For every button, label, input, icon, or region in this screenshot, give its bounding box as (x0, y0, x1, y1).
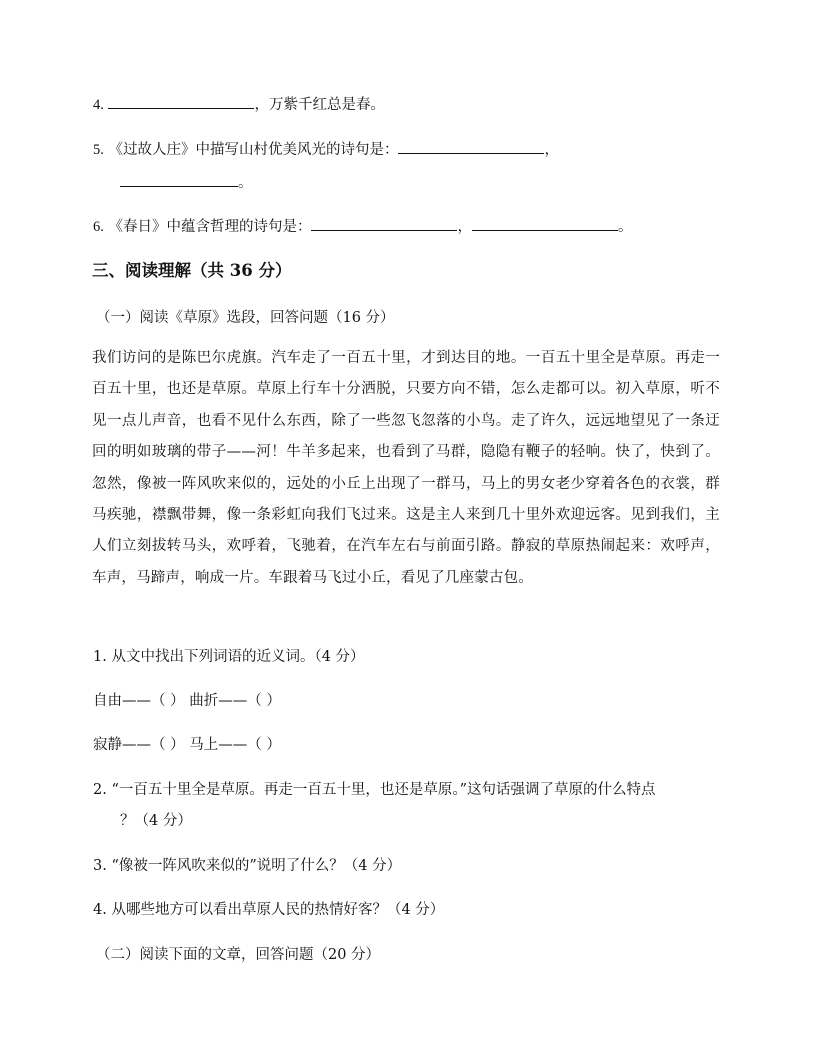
passage-text: 我们访问的是陈巴尔虎旗。汽车走了一百五十里，才到达目的地。一百五十里全是草原。再走一百五十里，也还是草原。草原上行车十分洒脱，只要方向不错，怎么走都可以。初入草原，听不见一点儿声音，也看不见什么东西，除了一些忽飞忽落的小鸟。走了许久，远远地望见了一条迂回的明如玻璃的带子——河！牛羊多起来，也看到了马群，隐隐有鞭子的轻响。快了，快到了。忽然，像被一阵风吹来似的，远处的小丘上出现了一群马，马上的男女老少穿着各色的衣裳，群马疾驰，襟飘带舞，像一条彩虹向我们飞过来。这是主人来到几十里外欢迎远客。见到我们，主人们立刻拔转马头，欢呼着，飞驰着，在汽车左右与前面引路。静寂的草原热闹起来：欢呼声，车声，马蹄声，响成一片。车跟着马飞过小丘，看见了几座蒙古包。 (92, 350, 720, 586)
question-text: 《过故人庄》中描写山村优美风光的诗句是： (108, 142, 399, 158)
question-2-cont: ？（4 分） (120, 813, 192, 829)
answer-blank[interactable] (472, 216, 618, 231)
question-text: ，万紫千红总是春。 (254, 97, 385, 113)
punctuation: 。 (238, 175, 253, 191)
question-number: 6. (93, 219, 104, 235)
answer-blank[interactable] (311, 216, 457, 231)
answer-blank[interactable] (108, 94, 254, 109)
fill-question-5-cont (120, 172, 253, 194)
question-4: 4. 从哪些地方可以看出草原人民的热情好客？（4 分） (93, 902, 445, 918)
question-number: 4. (93, 97, 104, 113)
reading-passage (92, 343, 720, 594)
question-1: 1. 从文中找出下列词语的近义词。（4 分） (93, 649, 365, 665)
question-number: 5. (93, 142, 104, 158)
fill-question-4 (93, 94, 385, 116)
part-two-title: （二）阅读下面的文章，回答问题（20 分） (96, 947, 381, 963)
question-1-row-2: 寂静——（ ） 马上——（ ） (93, 737, 281, 753)
question-text: 《春日》中蕴含哲理的诗句是： (108, 219, 312, 235)
answer-blank[interactable] (398, 139, 544, 154)
fill-question-6 (93, 216, 632, 238)
part-one-title: （一）阅读《草原》选段，回答问题（16 分） (96, 310, 395, 326)
answer-blank[interactable] (120, 172, 238, 187)
question-1-row-1: 自由——（ ） 曲折——（ ） (93, 693, 281, 709)
punctuation: 。 (617, 219, 633, 235)
section-heading: 三、阅读理解（共 36 分） (92, 261, 292, 280)
question-2: 2. “一百五十里全是草原。再走一百五十里，也还是草原。”这句话强调了草原的什么特点 (93, 782, 656, 798)
punctuation: ， (544, 142, 559, 158)
punctuation: ， (457, 219, 472, 235)
fill-question-5 (93, 139, 559, 161)
question-3: 3. “像被一阵风吹来似的”说明了什么？（4 分） (93, 858, 402, 874)
